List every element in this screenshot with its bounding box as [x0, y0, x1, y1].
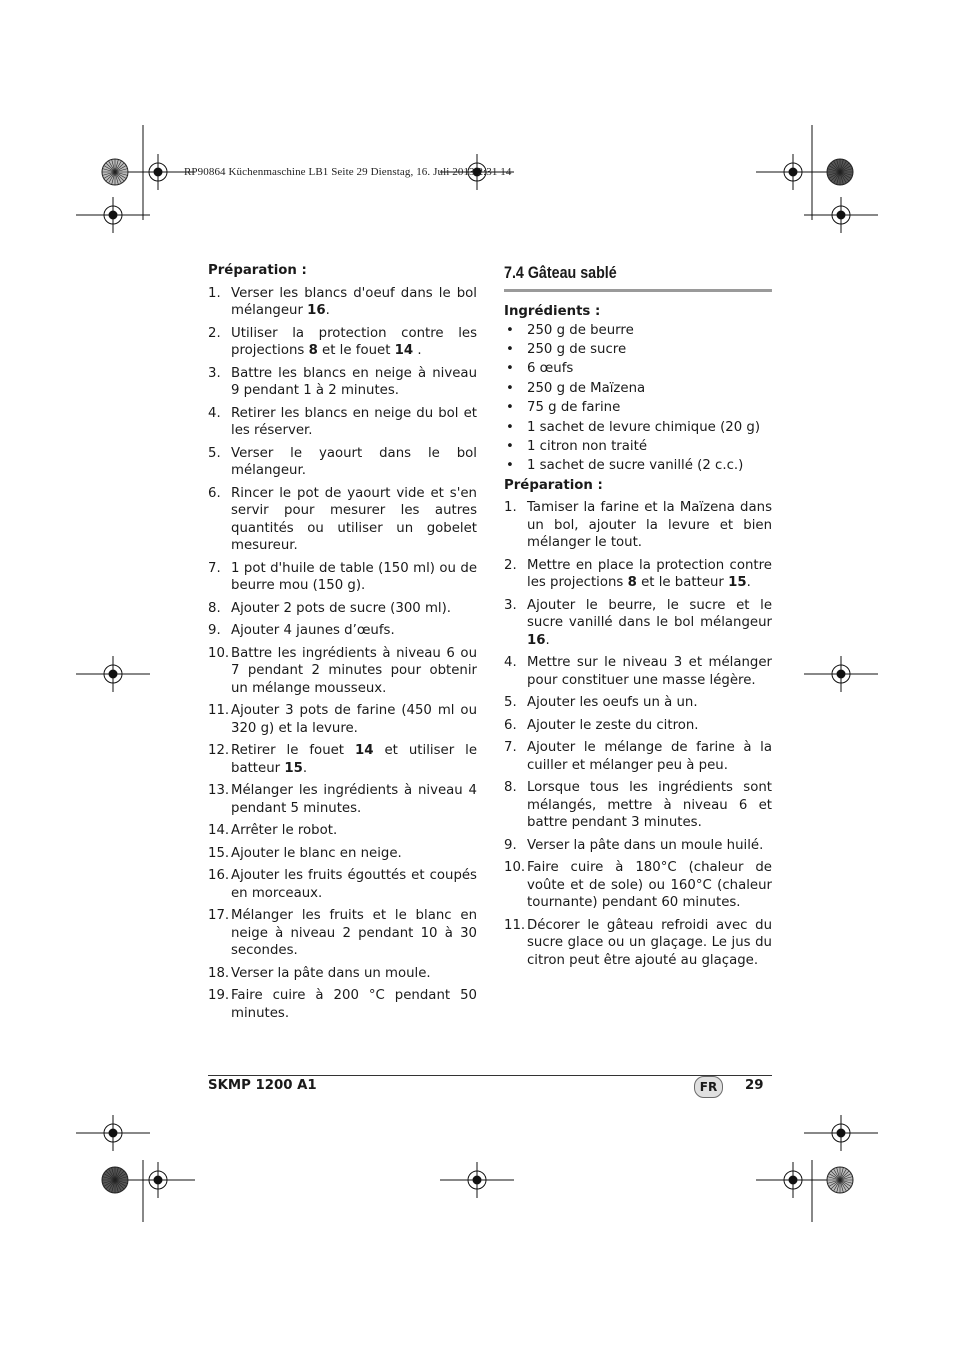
step-item: [208, 822, 477, 840]
step-number: 6.: [208, 485, 221, 501]
registration-target-icon: [804, 197, 878, 233]
step-text: Verser les blancs d'oeuf dans le bol mélangeur: [231, 285, 477, 318]
step-text: Mettre sur le niveau 3 et mélanger pour constituer une masse légère.: [527, 655, 772, 688]
registration-target-icon: [76, 1115, 150, 1151]
ingredient-item: [504, 418, 772, 437]
footer-model: SKMP 1200 A1: [208, 1078, 317, 1093]
ingredient-item: [504, 359, 772, 378]
step-text: .: [302, 760, 308, 776]
color-rosette-icon: [827, 159, 853, 185]
bullet-icon: •: [506, 380, 514, 396]
step-number: 17.: [208, 908, 230, 923]
step-item: [504, 837, 772, 855]
part-reference: 8: [627, 575, 637, 591]
step-text: Ajouter le blanc en neige.: [231, 845, 402, 861]
part-reference: 16: [307, 303, 326, 318]
step-item: [504, 557, 772, 592]
ingredient-text: 6 œufs: [527, 361, 574, 377]
step-text: Ajouter le mélange de farine à la cuiller et mélanger peu à peu.: [527, 740, 772, 773]
step-item: [208, 285, 477, 320]
step-number: 18.: [208, 965, 230, 981]
step-number: 2.: [504, 557, 517, 573]
step-number: 19.: [208, 988, 230, 1003]
registration-target-icon: [804, 656, 878, 692]
step-text: Ajouter le beurre, le sucre et le sucre vanillé dans le bol mélangeur: [527, 597, 772, 631]
step-text: Battre les blancs en neige à niveau 9 pendant 1 à 2 minutes.: [231, 365, 477, 398]
step-item: [504, 717, 772, 735]
step-text: Lorsque tous les ingrédients sont mélangés, mettre à niveau 6 et battre pendant 3 minutes.: [527, 780, 772, 831]
step-number: 7.: [208, 560, 221, 576]
step-number: 9.: [504, 837, 517, 853]
ingredient-text: 75 g de farine: [527, 400, 621, 416]
step-item: [504, 739, 772, 774]
bullet-icon: •: [506, 322, 514, 338]
part-reference: 14: [355, 743, 374, 758]
ingredient-text: 250 g de Maïzena: [527, 380, 646, 396]
left-steps-list: [208, 285, 477, 1023]
color-rosette-icon: [827, 1167, 853, 1193]
ingredient-text: 250 g de sucre: [527, 341, 627, 357]
step-item: [208, 645, 477, 698]
step-number: 5.: [208, 445, 221, 461]
step-number: 3.: [208, 365, 221, 381]
ingredient-item: [504, 456, 772, 475]
step-number: 5.: [504, 695, 517, 711]
step-number: 13.: [208, 783, 230, 798]
step-item: [208, 742, 477, 777]
step-text: Rincer le pot de yaourt vide et s'en servir pour mesurer les autres quantités ou utiliser un gobelet mesureur.: [231, 485, 477, 553]
bullet-icon: •: [506, 341, 514, 357]
step-number: 8.: [504, 780, 517, 796]
step-item: [504, 499, 772, 552]
bullet-icon: •: [506, 458, 514, 474]
step-text: Décorer le gâteau refroidi avec du sucre glace ou un glaçage. Le jus du citron peut être ajouté au glaçage.: [527, 917, 772, 968]
step-item: [208, 405, 477, 440]
step-item: [208, 845, 477, 863]
part-reference: 16: [527, 632, 546, 648]
registration-target-icon: [756, 1162, 830, 1198]
step-text: Faire cuire à 180°C (chaleur de voûte et de sole) ou 160°C (chaleur tournante) pendant 60 minutes.: [527, 860, 772, 911]
step-text: Mettre en place la protection contre les projections: [527, 557, 772, 591]
preparation-heading: Préparation :: [208, 263, 307, 278]
bullet-icon: •: [506, 419, 514, 435]
ingredient-item: [504, 379, 772, 398]
color-rosette-icon: [102, 1167, 128, 1193]
ingredient-item: [504, 340, 772, 359]
step-text: Faire cuire à 200 °C pendant 50 minutes.: [231, 988, 477, 1021]
step-text: Ajouter les fruits égouttés et coupés en morceaux.: [231, 868, 477, 901]
step-number: 4.: [208, 405, 221, 421]
step-text: .: [413, 343, 422, 358]
step-item: [208, 965, 477, 983]
step-item: [504, 917, 772, 970]
step-item: [208, 560, 477, 595]
part-reference: 15: [728, 575, 747, 591]
step-item: [504, 694, 772, 712]
step-number: 14.: [208, 823, 230, 838]
step-text: Verser le yaourt dans le bol mélangeur.: [231, 445, 477, 478]
ingredient-item: [504, 437, 772, 456]
step-text: Ajouter 3 pots de farine (450 ml ou 320 g) et la levure.: [231, 703, 477, 736]
step-number: 6.: [504, 717, 517, 733]
step-text: Battre les ingrédients à niveau 6 ou 7 pendant 2 minutes pour obtenir un mélange mousseux.: [231, 645, 477, 696]
step-text: Tamiser la farine et la Maïzena dans un bol, ajouter la levure et bien mélanger le tout.: [527, 500, 772, 551]
part-reference: 14: [394, 343, 414, 358]
step-item: [504, 597, 772, 650]
step-item: [208, 907, 477, 960]
ingredient-item: [504, 321, 772, 340]
bullet-icon: •: [506, 438, 514, 454]
step-text: Mélanger les fruits et le blanc en neige à niveau 2 pendant 10 à 30 secondes.: [231, 908, 477, 958]
step-text: et utiliser le batteur: [231, 743, 478, 776]
step-item: [208, 600, 477, 618]
step-text: 1 pot d'huile de table (150 ml) ou de beurre mou (150 g).: [231, 560, 477, 593]
registration-target-icon: [756, 154, 830, 190]
step-number: 8.: [208, 600, 221, 616]
step-number: 11.: [208, 703, 230, 718]
step-number: 2.: [208, 325, 221, 341]
step-text: et le fouet: [317, 343, 395, 358]
left-column: [208, 262, 477, 1027]
right-steps-list: [504, 499, 772, 969]
step-item: [208, 325, 477, 360]
step-text: Verser la pâte dans un moule huilé.: [527, 837, 764, 853]
step-item: [208, 702, 477, 737]
step-item: [504, 859, 772, 912]
step-item: [208, 445, 477, 480]
footer-rule: [208, 1075, 772, 1076]
recipe-title: 7.4 Gâteau sablé: [504, 262, 772, 292]
page-number: 29: [745, 1078, 764, 1093]
step-number: 7.: [504, 740, 517, 756]
step-text: .: [746, 575, 751, 591]
step-number: 15.: [208, 845, 230, 861]
step-text: Utiliser la protection contre les projections: [231, 325, 477, 358]
registration-target-icon: [76, 656, 150, 692]
step-text: .: [545, 632, 550, 648]
step-text: Arrêter le robot.: [231, 823, 338, 838]
step-text: Ajouter les oeufs un à un.: [527, 695, 698, 711]
step-number: 11.: [504, 917, 526, 933]
step-item: [208, 485, 477, 555]
step-item: [208, 782, 477, 817]
right-column: [504, 262, 772, 974]
step-item: [208, 987, 477, 1022]
registration-target-icon: [76, 197, 150, 233]
step-item: [504, 654, 772, 689]
step-number: 10.: [504, 860, 526, 876]
step-number: 10.: [208, 645, 230, 661]
preparation-heading-right: Préparation :: [504, 477, 603, 493]
step-text: Mélanger les ingrédients à niveau 4 pendant 5 minutes.: [231, 783, 477, 816]
language-badge: FR: [694, 1076, 723, 1098]
bullet-icon: •: [506, 361, 514, 377]
step-number: 3.: [504, 597, 517, 613]
step-item: [208, 365, 477, 400]
bullet-icon: •: [506, 400, 514, 416]
step-text: Ajouter 2 pots de sucre (300 ml).: [231, 600, 452, 616]
part-reference: 8: [308, 343, 318, 358]
print-header-slug: RP90864 Küchenmaschine LB1 Seite 29 Dienstag, 16. Juli 2013 2:31 14: [184, 166, 512, 178]
registration-target-icon: [121, 1162, 195, 1198]
ingredient-text: 250 g de beurre: [527, 322, 634, 338]
registration-target-icon: [804, 1115, 878, 1151]
step-item: [208, 622, 477, 640]
part-reference: 15: [284, 760, 303, 776]
ingredient-item: [504, 398, 772, 417]
registration-target-icon: [440, 1162, 514, 1198]
ingredient-text: 1 sachet de sucre vanillé (2 c.c.): [527, 458, 744, 474]
step-text: .: [325, 303, 330, 318]
step-number: 12.: [208, 743, 230, 758]
step-item: [504, 779, 772, 832]
step-item: [208, 867, 477, 902]
color-rosette-icon: [102, 159, 128, 185]
step-number: 16.: [208, 868, 230, 883]
ingredient-text: 1 citron non traité: [527, 438, 648, 454]
ingredient-text: 1 sachet de levure chimique (20 g): [527, 419, 761, 435]
step-text: Ajouter 4 jaunes d’œufs.: [231, 623, 395, 638]
step-number: 4.: [504, 655, 517, 671]
ingredients-heading: Ingrédients :: [504, 304, 601, 319]
step-text: Ajouter le zeste du citron.: [527, 717, 699, 733]
ingredients-list: [504, 321, 772, 476]
step-number: 1.: [504, 500, 517, 516]
step-number: 1.: [208, 285, 221, 301]
step-text: Retirer les blancs en neige du bol et les réserver.: [231, 405, 477, 438]
step-text: Retirer le fouet: [231, 743, 355, 758]
step-number: 9.: [208, 623, 221, 638]
step-text: et le batteur: [636, 575, 729, 591]
step-text: Verser la pâte dans un moule.: [231, 965, 431, 981]
